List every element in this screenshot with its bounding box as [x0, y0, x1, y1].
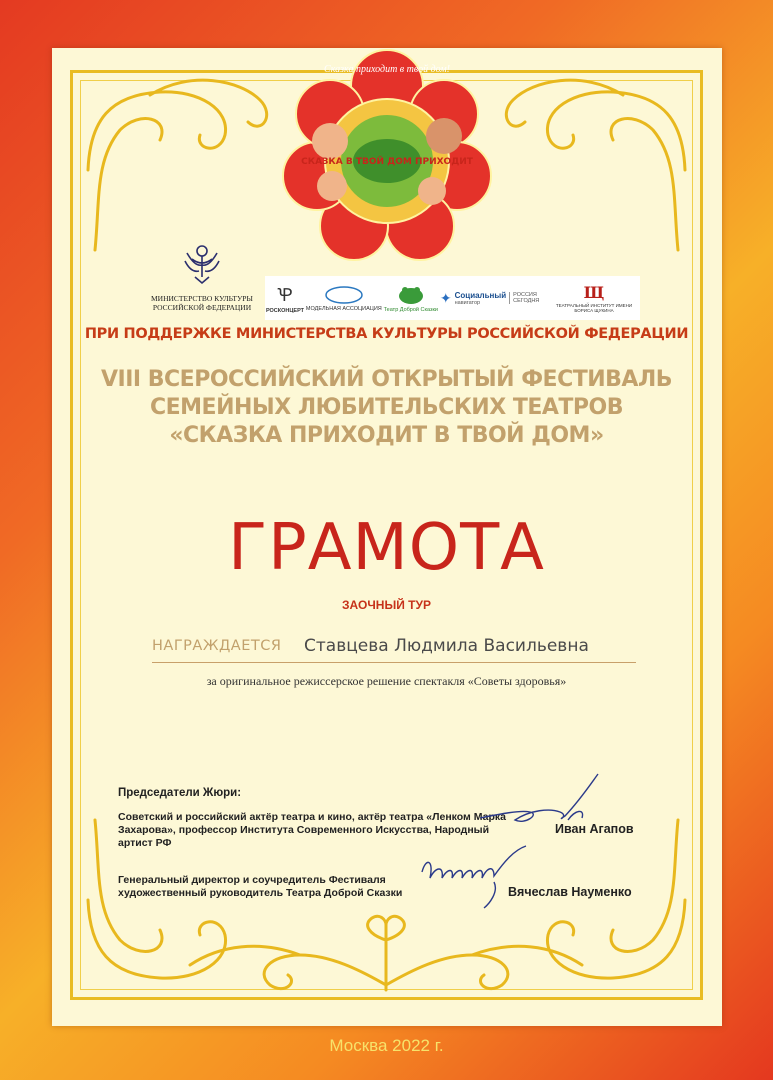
association-label: МОДЕЛЬНАЯ АССОЦИАЦИЯ: [305, 305, 382, 312]
festival-line1: VIII ВСЕРОССИЙСКИЙ ОТКРЫТЫЙ ФЕСТИВАЛЬ: [101, 367, 672, 392]
logo-center-text: СКАЗКА В ТВОЙ ДОМ ПРИХОДИТ: [301, 157, 473, 167]
logo-petal-text: Сказка приходит в твой дом!: [324, 64, 450, 75]
association-logo: [306, 285, 382, 312]
jury-member2-name: Вячеслав Науменко: [508, 885, 632, 899]
institute-logo: [549, 283, 639, 313]
theatre-label: Театр Доброй Сказки: [383, 306, 438, 313]
awarded-label: НАГРАЖДАЕТСЯ: [152, 638, 282, 654]
association-icon: [324, 285, 364, 305]
ministry-name: [142, 294, 262, 312]
jury-member1-description: Советский и российский актёр театра и кино, актёр театра «Ленком Марка Захарова», профессор Института Современного Искусства, Народный артист РФ: [118, 811, 506, 849]
theatre-logo: [384, 284, 438, 313]
festival-logo-flower: [272, 36, 502, 266]
russia-today-label: РОССИЯ СЕГОДНЯ: [509, 292, 547, 304]
institute-label: ТЕАТРАЛЬНЫЙ ИНСТИТУТ ИМЕНИ БОРИСА ЩУКИНА: [555, 303, 633, 313]
ministry-line2: РОССИЙСКОЙ ФЕДЕРАЦИИ: [152, 303, 252, 312]
institute-icon: Щ: [583, 283, 605, 302]
social-navigator-text: [455, 291, 507, 306]
theatre-frog-icon: [396, 284, 426, 306]
rosconcert-logo: [266, 283, 304, 314]
jury-heading: Председатели Жюри:: [118, 787, 242, 799]
award-reason: за оригинальное режиссерское решение спектакля «Советы здоровья»: [206, 674, 567, 688]
support-line: ПРИ ПОДДЕРЖКЕ МИНИСТЕРСТВА КУЛЬТУРЫ РОССИЙСКОЙ ФЕДЕРАЦИИ: [84, 326, 689, 342]
social-navigator-logo: [440, 290, 547, 307]
rosconcert-label: РОСКОНЦЕРТ: [265, 307, 305, 314]
social-navigator-sub: навигатор: [454, 299, 481, 306]
signature-2: [414, 842, 544, 912]
social-navigator-label: Социальный: [454, 290, 507, 300]
festival-line2: СЕМЕЙНЫХ ЛЮБИТЕЛЬСКИХ ТЕАТРОВ: [149, 395, 623, 420]
festival-line3: «СКАЗКА ПРИХОДИТ В ТВОЙ ДОМ»: [169, 423, 604, 448]
awardee-name: Ставцева Людмила Васильевна: [304, 636, 589, 656]
jury-member2-description: Генеральный директор и соучредитель Фестиваля художественный руководитель Театра Доброй Сказки: [118, 874, 403, 899]
festival-name: [80, 366, 693, 450]
festival-logo: [272, 36, 502, 266]
social-navigator-icon: ✦: [439, 289, 452, 306]
signature-1: [470, 770, 610, 840]
jury-member1-name: Иван Агапов: [555, 822, 634, 836]
round-label: ЗАОЧНЫЙ ТУР: [342, 598, 431, 612]
sponsor-logos: [265, 276, 640, 320]
rosconcert-icon: Ꝕ: [277, 284, 293, 306]
eagle-emblem-icon: [177, 237, 227, 287]
certificate-title: ГРАМОТА: [228, 511, 545, 585]
awarded-row: [152, 636, 636, 663]
ministry-logo: [142, 237, 262, 312]
ministry-line1: МИНИСТЕРСТВО КУЛЬТУРЫ: [151, 294, 253, 303]
city-year: Москва 2022 г.: [329, 1036, 444, 1055]
